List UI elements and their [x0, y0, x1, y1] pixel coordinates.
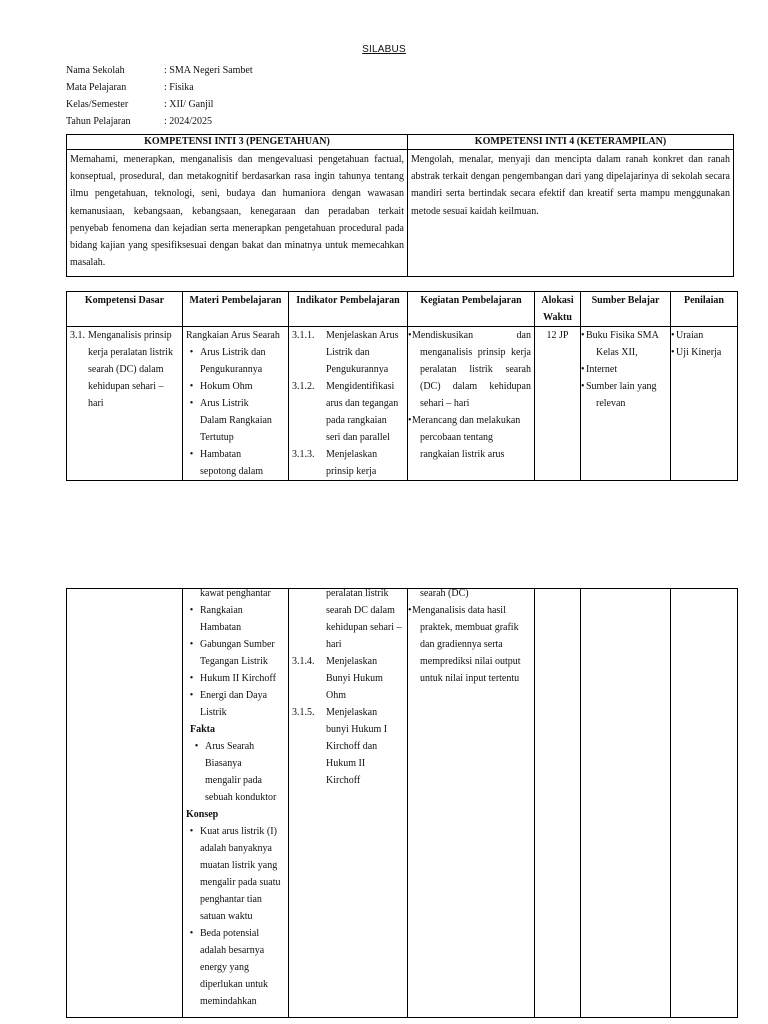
assessment-item: • Uraian [671, 330, 704, 341]
list-item: • Hokum Ohm [189, 381, 253, 392]
fakta-label: Fakta [190, 724, 215, 735]
kd-line: hari [88, 398, 104, 409]
header-materi: Materi Pembelajaran [183, 292, 289, 327]
info-row-school [66, 62, 466, 79]
assessment-item: • Uji Kinerja [671, 347, 722, 358]
indicator-item: 3.1.4. Menjelaskan Bunyi Hukum Ohm [292, 656, 383, 701]
syllabus-table [66, 291, 738, 481]
header-alokasi: Alokasi Waktu [535, 292, 581, 327]
kd-line: kerja peralatan listrik [88, 347, 173, 358]
ki3-header: KOMPETENSI INTI 3 (PENGETAHUAN) [67, 135, 408, 150]
source-item: • Sumber lain yang relevan [581, 381, 657, 409]
list-item: • Arus Listrik Dalam Rangkaian Tertutup [189, 398, 272, 443]
indicator-item: 3.1.5. Menjelaskan bunyi Hukum I Kirchoff dan Hukum II Kirchoff [292, 707, 388, 786]
info-label: Tahun Pelajaran [66, 116, 131, 127]
materi-cell: kawat penghantar • Rangkaian Hambatan • Gabungan Sumber Tegangan Listrik • Hukum II Kirchoff • Energi dan Daya Listrik Fakta • Arus Searah Biasanya mengalir pada sebuah konduktor Konsep • Kuat arus listrik (I) adalah banyaknya muatan listrik yang mengalir pada suatu penghantar tian satuan waktu • Beda potensial adalah besarnya energy yang diperlukan untuk memindahkan [183, 589, 289, 1018]
sumber-cell [581, 589, 671, 1018]
materi-title: Rangkaian Arus Searah [186, 330, 280, 341]
table-row [67, 327, 738, 481]
header-penilaian: Penilaian [671, 292, 738, 327]
source-item: • Internet [581, 364, 618, 375]
penilaian-cell [671, 589, 738, 1018]
info-value: : 2024/2025 [164, 116, 213, 127]
indicator-item: 3.1.3. Menjelaskan prinsip kerja [292, 449, 378, 477]
list-item: • Rangkaian Hambatan [189, 605, 243, 633]
syllabus-table-continued [66, 588, 738, 1018]
kd-cell [67, 589, 183, 1018]
kd-line: searah (DC) dalam [88, 364, 164, 375]
header-sumber: Sumber Belajar [581, 292, 671, 327]
kd-line: kehidupan sehari – [88, 381, 164, 392]
konsep-label: Konsep [186, 809, 219, 820]
list-item: • Beda potensial adalah besarnya energy yang diperlukan untuk memindahkan [189, 928, 269, 1007]
indikator-cell [289, 327, 408, 481]
info-row-class [66, 96, 466, 113]
activity-item: • Menganalisis data hasil praktek, membuat grafik dan gradiennya serta memprediksi nilai output untuk nilai input tertentu [408, 605, 521, 684]
header-kegiatan: Kegiatan Pembelajaran [408, 292, 535, 327]
activity-item: • Mendiskusikan dan menganalisis prinsip kerja peralatan listrik searah (DC) dalam kehidupan sehari – hari [408, 330, 531, 409]
info-row-subject [66, 79, 466, 96]
list-item: • Energi dan Daya Listrik [189, 690, 268, 718]
info-value: : SMA Negeri Sambet [164, 65, 253, 76]
materi-cell [183, 327, 289, 481]
header-kd: Kompetensi Dasar [67, 292, 183, 327]
info-label: Mata Pelajaran [66, 82, 127, 93]
table-row [67, 589, 738, 1018]
kegiatan-cell: searah (DC) • Menganalisis data hasil praktek, membuat grafik dan gradiennya serta memprediksi nilai output untuk nilai input tertentu [408, 589, 535, 1018]
source-item: • Buku Fisika SMA Kelas XII, [581, 330, 659, 358]
info-label: Kelas/Semester [66, 99, 129, 110]
info-value: : Fisika [164, 82, 194, 93]
penilaian-cell [671, 327, 738, 481]
alokasi-cell: 12 JP [535, 327, 581, 481]
kd-number: 3.1. [70, 330, 85, 341]
ki4-text: Mengolah, menalar, menyaji dan mencipta dalam ranah konkret dan ranah abstrak terkait dengan pengembangan dari yang dipelajarinya di sekolah secara mandiri serta bertindak secara efektif dan kreatif serta mampu menggunakan metode sesuai kaidah keilmuan. [408, 150, 734, 277]
list-item: • Hukum II Kirchoff [189, 673, 276, 684]
kd-line: Menganalisis prinsip [88, 330, 172, 341]
list-item: • Kuat arus listrik (I) adalah banyaknya muatan listrik yang mengalir pada suatu penghantar tian satuan waktu [189, 826, 281, 922]
alokasi-cell [535, 589, 581, 1018]
info-value: : XII/ Ganjil [164, 99, 214, 110]
ki3-text: Memahami, menerapkan, menganalisis dan mengevaluasi pengetahuan factual, konseptual, prosedural, dan metakognitif berdasarkan rasa ingin tahunya tentang ilmu pengetahuan, teknologi, seni, budaya dan humaniora dengan wawasan kemanusiaan, kebangsaan, kebangsaan, kenegaraan dan peradaban terkait penyebab fenomena dan kejadian serta menerapkan pengetahuan procedural pada bidang kajian yang spesifiksesuai dengan bakat dan minatnya untuk memecahkan masalah. [67, 150, 408, 277]
indicator-item: 3.1.2. Mengidentifikasi arus dan tegangan pada rangkaian seri dan parallel [292, 381, 399, 443]
header-indikator: Indikator Pembelajaran [289, 292, 408, 327]
info-label: Nama Sekolah [66, 65, 125, 76]
indikator-cell: peralatan listrik searah DC dalam kehidupan sehari – hari 3.1.4. Menjelaskan Bunyi Hukum Ohm 3.1.5. Menjelaskan bunyi Hukum I Kirchoff dan Hukum II Kirchoff [289, 589, 408, 1018]
list-item: • Arus Listrik dan Pengukurannya [189, 347, 266, 375]
kegiatan-cell [408, 327, 535, 481]
document-title: SILABUS [362, 44, 406, 55]
activity-item: • Merancang dan melakukan percobaan tentang rangkaian listrik arus [408, 415, 521, 460]
sumber-cell [581, 327, 671, 481]
kd-cell [67, 327, 183, 481]
indicator-item: 3.1.1. Menjelaskan Arus Listrik dan Pengukurannya [292, 330, 399, 375]
list-item: • Hambatan sepotong dalam [189, 449, 264, 477]
info-row-year [66, 113, 466, 130]
ki4-header: KOMPETENSI INTI 4 (KETERAMPILAN) [408, 135, 734, 150]
list-item: • Gabungan Sumber Tegangan Listrik [189, 639, 275, 667]
list-item: • Arus Searah Biasanya mengalir pada sebuah konduktor [194, 741, 277, 803]
core-competency-table [66, 134, 734, 277]
